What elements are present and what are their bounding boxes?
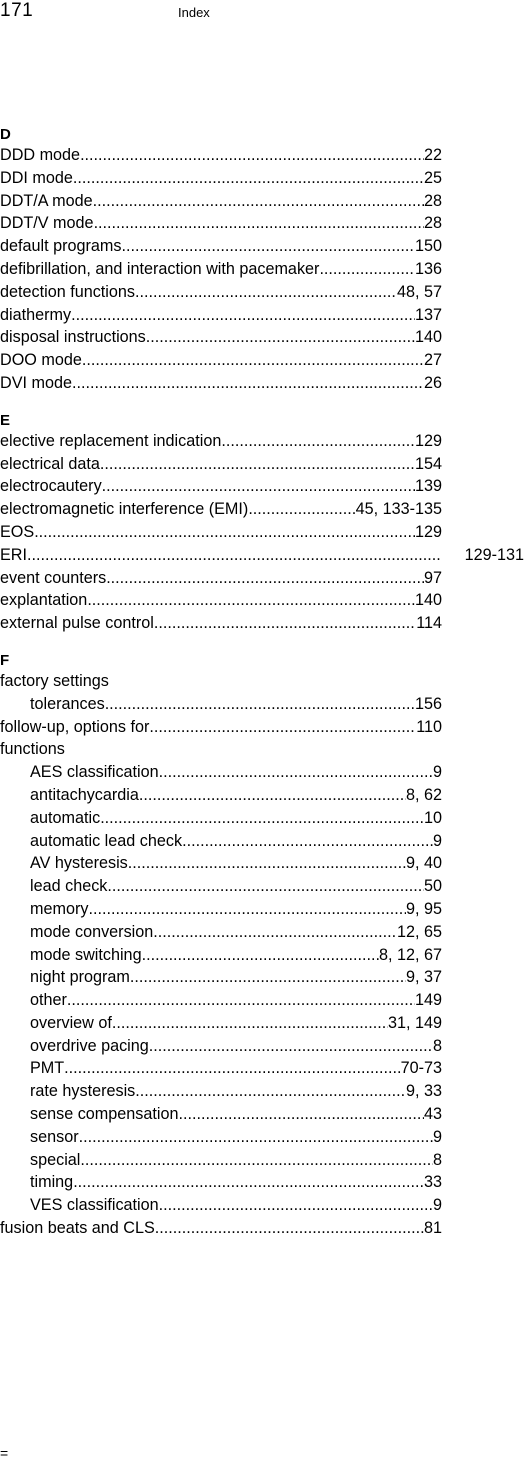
dot-leader [319,258,415,281]
dot-leader [27,544,442,567]
entry-pages: 149 [414,991,442,1010]
index-entry [0,326,442,349]
index-list [0,125,524,1256]
index-subentry [0,1103,442,1126]
dot-leader [155,1217,424,1240]
entry-pages: 114 [416,614,442,633]
entry-pages: 9 [432,1196,442,1215]
entry-pages: 28 [423,191,442,210]
entry-pages: 129-131 [464,545,524,564]
index-entry [0,349,442,372]
index-entry [0,498,442,521]
dot-leader [139,784,406,807]
index-subentry [0,898,442,921]
entry-pages: 129 [414,431,442,450]
dot-leader [159,1194,433,1217]
entry-pages: 140 [414,591,442,610]
entry-term: automatic [30,808,101,827]
entry-term: timing [30,1173,74,1192]
entry-pages: 9 [432,763,442,782]
dot-leader [73,167,424,190]
index-entry [0,738,442,761]
entry-pages: 26 [423,373,442,392]
entry-pages: 139 [414,477,442,496]
entry-term: default programs [0,237,122,256]
entry-term: PMT [30,1059,65,1078]
entry-pages: 33 [423,1173,442,1192]
entry-term: lead check [30,877,108,896]
dot-leader [94,212,424,235]
entry-pages: 8, 62 [405,785,442,804]
index-subentry [0,1080,442,1103]
entry-term: DDD mode [0,146,81,164]
entry-pages: 9, 37 [405,968,442,987]
index-entry [0,475,442,498]
entry-pages: 48, 57 [396,282,442,301]
entry-pages: 81 [423,1219,442,1238]
entry-term: antitachycardia [30,785,139,804]
entry-pages: 9 [432,831,442,850]
entry-term: ERI [0,545,27,564]
entry-term: EOS [0,522,35,541]
entry-term: memory [30,899,89,918]
index-subentry [0,1194,442,1217]
entry-term: overdrive pacing [30,1036,149,1055]
index-entry [0,258,442,281]
index-entry [0,212,442,235]
dot-leader [182,830,433,853]
section-letter: F [0,651,10,669]
index-entry [0,521,442,544]
entry-term: electromagnetic interference (EMI) [0,500,249,519]
entry-pages: 10 [423,808,442,827]
dot-leader [67,989,415,1012]
entry-term: rate hysteresis [30,1082,136,1101]
dot-leader [100,807,424,830]
dot-leader [128,852,406,875]
entry-pages: 110 [416,717,442,736]
entry-term: sensor [30,1127,79,1146]
index-entry [0,567,442,590]
dot-leader [71,304,415,327]
entry-term: DDT/V mode [0,214,94,233]
index-section [0,651,442,1240]
dot-leader [64,1057,400,1080]
index-subentry [0,784,442,807]
dot-leader [34,521,415,544]
index-entry [0,430,442,453]
dot-leader [79,1126,433,1149]
entry-pages: 97 [423,568,442,587]
index-entry [0,372,442,395]
index-entry [0,716,442,739]
footer-mark: = [0,1445,9,1461]
dot-leader [102,475,415,498]
dot-leader [121,235,415,258]
index-entry [0,281,442,304]
entry-pages: 9, 33 [405,1082,442,1101]
index-subentry [0,875,442,898]
entry-pages: 9, 40 [405,854,442,873]
index-entry [0,304,442,327]
dot-leader [221,430,415,453]
index-section [0,411,524,635]
index-entry [0,235,442,258]
entry-term: electrical data [0,454,100,473]
dot-leader [142,944,379,967]
entry-term: other [30,991,67,1010]
entry-pages: 137 [414,305,442,324]
index-subentry [0,830,442,853]
entry-term: automatic lead check [30,831,183,850]
dot-leader [106,567,424,590]
entry-term: AES classification [30,763,159,782]
index-entry [0,1217,442,1240]
entry-pages: 129 [414,522,442,541]
dot-leader [146,326,415,349]
index-subentry [0,1057,442,1080]
entry-pages: 154 [414,454,442,473]
page-number: 171 [0,0,34,21]
dot-leader [87,589,415,612]
entry-pages: 25 [423,168,442,187]
entry-pages: 45, 133-135 [355,500,442,519]
index-section [0,125,442,395]
entry-pages: 8 [432,1150,442,1169]
index-entry [0,190,442,213]
index-subentry [0,807,442,830]
dot-leader [153,921,397,944]
index-subentry [0,761,442,784]
entry-pages: 140 [414,328,442,347]
dot-leader [80,1149,433,1172]
entry-pages: 9, 95 [405,899,442,918]
index-subentry [0,966,442,989]
index-subentry [0,944,442,967]
entry-pages: 22 [423,146,442,164]
index-entry [0,670,442,693]
entry-term: fusion beats and CLS [0,1219,155,1238]
index-subentry [0,989,442,1012]
dot-leader [72,372,424,395]
index-subentry [0,852,442,875]
entry-term: DVI mode [0,373,72,392]
entry-term: AV hysteresis [30,854,128,873]
dot-leader [159,761,433,784]
dot-leader [248,498,355,521]
dot-leader [73,1171,424,1194]
entry-pages: 12, 65 [396,922,442,941]
entry-pages: 136 [414,259,442,278]
index-subentry [0,1012,442,1035]
entry-pages: 8, 12, 67 [378,945,442,964]
entry-term: functions [0,740,65,759]
dot-leader [105,693,415,716]
dot-leader [130,966,406,989]
entry-term: DDT/A mode [0,191,93,210]
dot-leader [80,144,424,167]
entry-term: VES classification [30,1196,159,1215]
index-entry [0,544,524,567]
dot-leader [135,1080,406,1103]
dot-leader [135,281,397,304]
entry-term: night program [30,968,130,987]
entry-pages: 43 [423,1105,442,1124]
dot-leader [149,1035,433,1058]
entry-pages: 150 [414,237,442,256]
index-entry [0,453,442,476]
entry-term: DDI mode [0,168,73,187]
entry-pages: 9 [432,1127,442,1146]
entry-pages: 27 [423,351,442,370]
dot-leader [112,1012,388,1035]
index-subentry [0,1171,442,1194]
entry-term: disposal instructions [0,328,146,347]
entry-pages: 156 [414,694,442,713]
index-subentry [0,921,442,944]
entry-term: detection functions [0,282,135,301]
dot-leader [149,716,416,739]
entry-pages: 8 [432,1036,442,1055]
entry-term: diathermy [0,305,72,324]
dot-leader [178,1103,424,1126]
entry-pages: 50 [423,877,442,896]
entry-term: elective replacement indication [0,431,222,450]
entry-term: defibrillation, and interaction with pacemaker [0,259,320,278]
running-head: Index [178,5,210,20]
entry-term: follow-up, options for [0,717,150,736]
index-subentry [0,1126,442,1149]
dot-leader [88,898,406,921]
index-subentry [0,1035,442,1058]
index-entry [0,167,442,190]
dot-leader [82,349,424,372]
dot-leader [107,875,424,898]
dot-leader [93,190,424,213]
dot-leader [154,612,416,635]
index-subentry [0,693,442,716]
entry-term: event counters [0,568,107,587]
entry-pages: 28 [423,214,442,233]
entry-term: tolerances [30,694,105,713]
entry-term: factory settings [0,671,109,690]
entry-term: overview of [30,1013,112,1032]
section-letter: E [0,411,11,429]
entry-term: mode switching [30,945,142,964]
entry-pages: 70-73 [400,1059,442,1078]
index-entry [0,612,442,635]
entry-term: explantation [0,591,88,610]
entry-pages: 31, 149 [387,1013,442,1032]
entry-term: special [30,1150,81,1169]
section-letter: D [0,126,11,143]
entry-term: DOO mode [0,351,82,370]
index-subentry [0,1149,442,1172]
entry-term: sense compensation [30,1105,179,1124]
entry-term: external pulse control [0,614,154,633]
entry-term: electrocautery [0,477,102,496]
index-entry [0,144,442,167]
entry-term: mode conversion [30,922,154,941]
dot-leader [100,453,415,476]
index-entry [0,589,442,612]
